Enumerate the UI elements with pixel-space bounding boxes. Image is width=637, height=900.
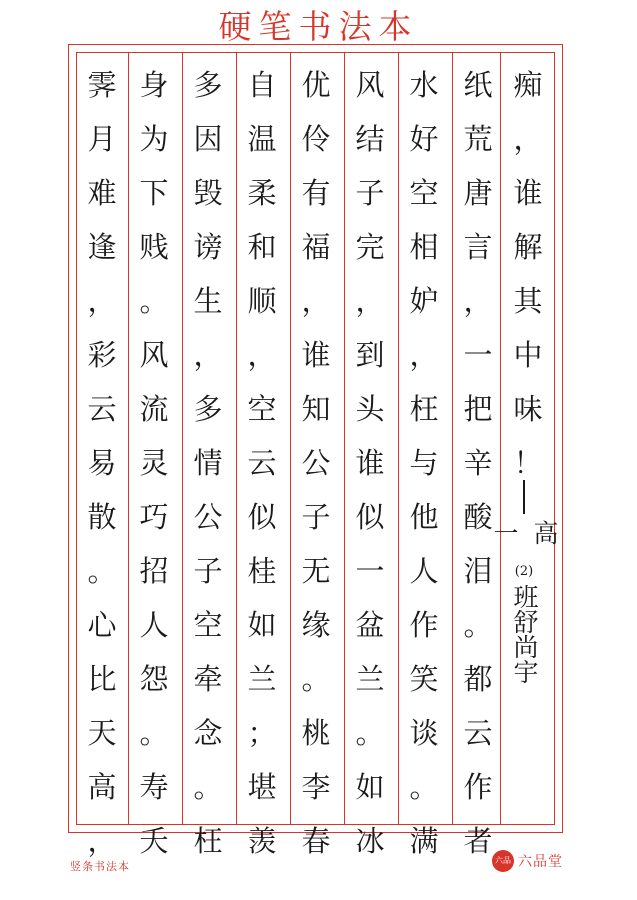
brand-name: 六品堂 — [518, 854, 563, 870]
calligraphy-character: 与 — [409, 446, 439, 480]
calligraphy-character: 兰 — [247, 662, 277, 696]
calligraphy-character: 空 — [193, 608, 223, 642]
calligraphy-character: 谈 — [409, 716, 439, 750]
calligraphy-character: 生 — [193, 284, 223, 318]
calligraphy-character: 缘 — [301, 608, 331, 642]
calligraphy-character: 风 — [139, 338, 169, 372]
signature — [490, 480, 559, 684]
calligraphy-character: 下 — [139, 176, 169, 210]
calligraphy-character: 有 — [301, 176, 331, 210]
page-title: 硬笔书法本 — [218, 7, 419, 46]
calligraphy-character: 一 — [355, 554, 385, 588]
footer-notebook-label: 竖条书法本 — [70, 860, 130, 873]
calligraphy-character: 兰 — [355, 662, 385, 696]
calligraphy-character: 把 — [463, 392, 493, 426]
calligraphy-character: 灵 — [139, 446, 169, 480]
calligraphy-character: 。 — [193, 770, 223, 804]
calligraphy-character: 知 — [301, 392, 331, 426]
text-column-4 — [344, 58, 396, 868]
calligraphy-character: 谁 — [355, 446, 385, 480]
calligraphy-character: 桃 — [301, 716, 331, 750]
signature-name: 班舒尚宇 — [510, 584, 539, 684]
calligraphy-character: 逢 — [87, 230, 117, 264]
calligraphy-character: 云 — [87, 392, 117, 426]
calligraphy-character: ， — [301, 284, 331, 318]
calligraphy-character: 痴 — [513, 68, 543, 102]
calligraphy-character: 高 — [87, 770, 117, 804]
calligraphy-character: 易 — [87, 446, 117, 480]
calligraphy-character: 笑 — [409, 662, 439, 696]
calligraphy-character: 夭 — [139, 824, 169, 858]
calligraphy-character: ， — [247, 338, 277, 372]
calligraphy-character: 他 — [409, 500, 439, 534]
calligraphy-character: 贱 — [139, 230, 169, 264]
calligraphy-character: 寿 — [139, 770, 169, 804]
signature-grade: 高一 — [490, 520, 559, 545]
calligraphy-character: 桂 — [247, 554, 277, 588]
calligraphy-character: 空 — [409, 176, 439, 210]
calligraphy-character: 满 — [409, 824, 439, 858]
calligraphy-character: ！ — [513, 446, 543, 480]
calligraphy-character: 情 — [193, 446, 223, 480]
calligraphy-character: 散 — [87, 500, 117, 534]
calligraphy-character: 多 — [193, 392, 223, 426]
calligraphy-character: 似 — [355, 500, 385, 534]
calligraphy-character: ； — [247, 716, 277, 750]
calligraphy-character: 堪 — [247, 770, 277, 804]
calligraphy-character: ， — [409, 338, 439, 372]
calligraphy-character: 因 — [193, 122, 223, 156]
calligraphy-character: 枉 — [193, 824, 223, 858]
calligraphy-character: 结 — [355, 122, 385, 156]
calligraphy-character: 公 — [193, 500, 223, 534]
calligraphy-character: 流 — [139, 392, 169, 426]
text-column-7 — [182, 58, 234, 868]
calligraphy-character: 人 — [409, 554, 439, 588]
calligraphy-character: 巧 — [139, 500, 169, 534]
calligraphy-character: 谁 — [301, 338, 331, 372]
calligraphy-character: 牵 — [193, 662, 223, 696]
calligraphy-character: 空 — [247, 392, 277, 426]
calligraphy-character: 念 — [193, 716, 223, 750]
calligraphy-character: 柔 — [247, 176, 277, 210]
calligraphy-character: 都 — [463, 662, 493, 696]
text-column-3 — [398, 58, 450, 868]
calligraphy-character: 纸 — [463, 68, 493, 102]
calligraphy-character: 伶 — [301, 122, 331, 156]
calligraphy-character: 完 — [355, 230, 385, 264]
calligraphy-character: ， — [87, 284, 117, 318]
calligraphy-character: 妒 — [409, 284, 439, 318]
calligraphy-character: 风 — [355, 68, 385, 102]
calligraphy-character: 。 — [409, 770, 439, 804]
calligraphy-character: 云 — [247, 446, 277, 480]
text-column-9 — [76, 58, 128, 868]
calligraphy-character: 难 — [87, 176, 117, 210]
calligraphy-character: 味 — [513, 392, 543, 426]
calligraphy-character: 身 — [139, 68, 169, 102]
calligraphy-character: 子 — [193, 554, 223, 588]
calligraphy-character: 头 — [355, 392, 385, 426]
calligraphy-character: 。 — [355, 716, 385, 750]
calligraphy-character: 解 — [513, 230, 543, 264]
calligraphy-character: 言 — [463, 230, 493, 264]
calligraphy-character: 无 — [301, 554, 331, 588]
calligraphy-character: 相 — [409, 230, 439, 264]
calligraphy-character: 者 — [463, 824, 493, 858]
calligraphy-character: 怨 — [139, 662, 169, 696]
calligraphy-character: 作 — [409, 608, 439, 642]
calligraphy-character: 辛 — [463, 446, 493, 480]
calligraphy-character: 心 — [87, 608, 117, 642]
calligraphy-character: 霁 — [87, 68, 117, 102]
calligraphy-character: 荒 — [463, 122, 493, 156]
footer-brand — [492, 850, 563, 887]
calligraphy-character: 优 — [301, 68, 331, 102]
calligraphy-character: 作 — [463, 770, 493, 804]
calligraphy-character: 水 — [409, 68, 439, 102]
calligraphy-character: 彩 — [87, 338, 117, 372]
calligraphy-character: 春 — [301, 824, 331, 858]
calligraphy-character: 羡 — [247, 824, 277, 858]
calligraphy-character: 酸 — [463, 500, 493, 534]
calligraphy-character: 一 — [463, 338, 493, 372]
signature-class-number: (2) — [514, 564, 534, 579]
calligraphy-character: 。 — [139, 284, 169, 318]
calligraphy-character: 月 — [87, 122, 117, 156]
calligraphy-character: 和 — [247, 230, 277, 264]
calligraphy-character: 枉 — [409, 392, 439, 426]
text-column-5 — [290, 58, 342, 868]
calligraphy-character: 。 — [301, 662, 331, 696]
calligraphy-character: 盆 — [355, 608, 385, 642]
calligraphy-character: 如 — [355, 770, 385, 804]
calligraphy-character: 李 — [301, 770, 331, 804]
calligraphy-character: 如 — [247, 608, 277, 642]
calligraphy-character: 招 — [139, 554, 169, 588]
calligraphy-character: 多 — [193, 68, 223, 102]
calligraphy-character: 冰 — [355, 824, 385, 858]
calligraphy-character: 福 — [301, 230, 331, 264]
calligraphy-character: 到 — [355, 338, 385, 372]
calligraphy-character: 泪 — [463, 554, 493, 588]
calligraphy-character: 。 — [463, 608, 493, 642]
calligraphy-character: 自 — [247, 68, 277, 102]
calligraphy-character: ， — [193, 338, 223, 372]
calligraphy-character: 顺 — [247, 284, 277, 318]
calligraphy-character: 。 — [139, 716, 169, 750]
calligraphy-character: 比 — [87, 662, 117, 696]
calligraphy-character: 为 — [139, 122, 169, 156]
calligraphy-character: 好 — [409, 122, 439, 156]
calligraphy-character: 唐 — [463, 176, 493, 210]
text-column-1 — [502, 58, 554, 490]
calligraphy-character: 公 — [301, 446, 331, 480]
calligraphy-character: 天 — [87, 716, 117, 750]
calligraphy-character: 毁 — [193, 176, 223, 210]
calligraphy-character: ， — [513, 122, 543, 156]
signature-dash — [523, 480, 525, 514]
calligraphy-character: ， — [355, 284, 385, 318]
calligraphy-character: 谁 — [513, 176, 543, 210]
calligraphy-character: 人 — [139, 608, 169, 642]
text-column-6 — [236, 58, 288, 868]
calligraphy-character: 谤 — [193, 230, 223, 264]
calligraphy-character: 温 — [247, 122, 277, 156]
text-column-8 — [128, 58, 180, 868]
calligraphy-character: 似 — [247, 500, 277, 534]
calligraphy-character: ， — [463, 284, 493, 318]
calligraphy-character: 其 — [513, 284, 543, 318]
text-column-2 — [452, 58, 504, 868]
calligraphy-character: ， — [87, 824, 117, 858]
calligraphy-character: 子 — [355, 176, 385, 210]
calligraphy-character: 。 — [87, 554, 117, 588]
calligraphy-character: 云 — [463, 716, 493, 750]
calligraphy-character: 子 — [301, 500, 331, 534]
calligraphy-character: 中 — [513, 338, 543, 372]
seal-icon: 六品堂 — [492, 850, 514, 872]
